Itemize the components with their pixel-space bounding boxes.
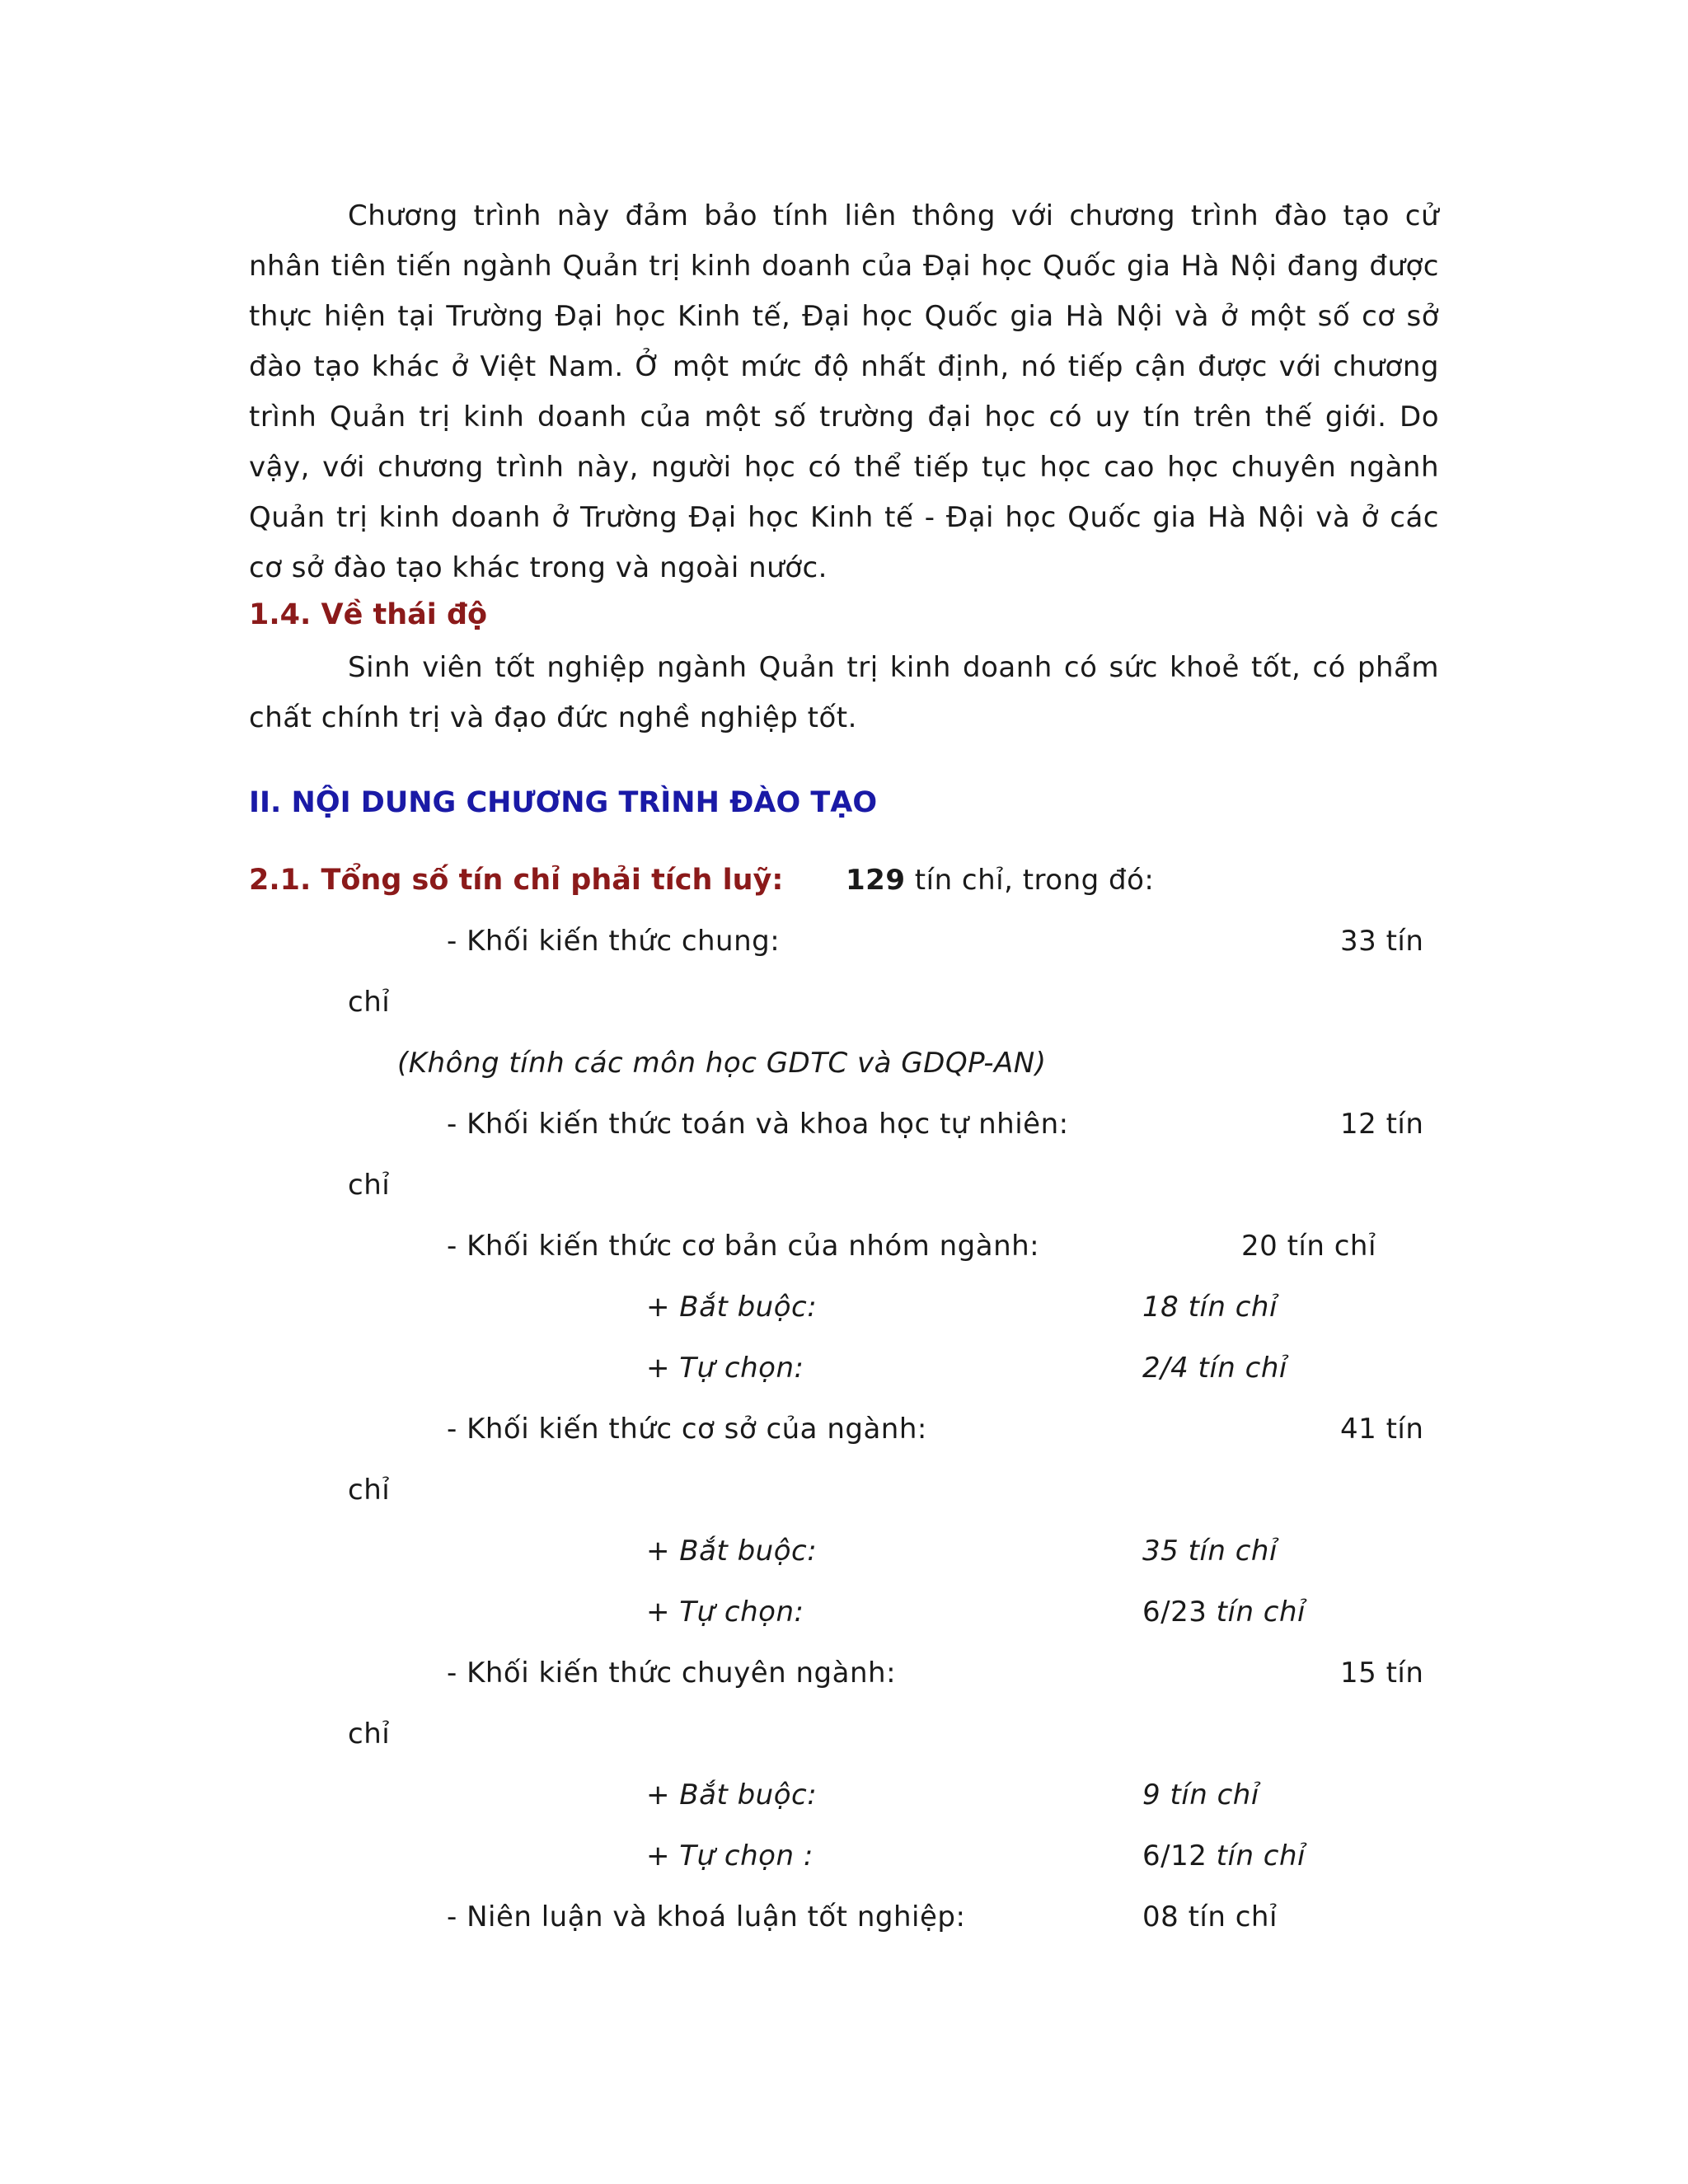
- section-2-heading: II. NỘI DUNG CHƯƠNG TRÌNH ĐÀO TẠO: [249, 786, 878, 819]
- total-credits: [846, 864, 1154, 897]
- major-base-required-label: + Bắt buộc:: [646, 1535, 818, 1568]
- major-base-required-value: 35 tín chỉ: [1142, 1535, 1278, 1568]
- section-1-4-heading: 1.4. Về thái độ: [249, 598, 488, 631]
- specialized-wrap: chỉ: [348, 1718, 391, 1750]
- math-science-wrap: chỉ: [348, 1169, 391, 1202]
- thesis-label: - Niên luận và khoá luận tốt nghiệp:: [447, 1900, 966, 1933]
- total-credits-value: 129: [846, 864, 906, 897]
- general-wrap: chỉ: [348, 986, 391, 1019]
- intro-paragraph: [249, 191, 1439, 593]
- group-basic-required-value: 18 tín chỉ: [1142, 1291, 1278, 1324]
- section-2-1-heading: 2.1. Tổng số tín chỉ phải tích luỹ:: [249, 864, 784, 897]
- section-1-4-paragraph: [249, 643, 1439, 743]
- math-science-value: 12 tín: [1340, 1108, 1424, 1141]
- total-credits-suffix: tín chỉ, trong đó:: [905, 864, 1155, 897]
- intro-text: Chương trình này đảm bảo tính liên thông với chương trình đào tạo cử nhân tiên tiến ngành Quản trị kinh doanh của Đại học Quốc gia Hà Nội đang được thực hiện tại Trường Đại học Kinh tế, Đại học Quốc gia Hà Nội và ở một số cơ sở đào tạo khác ở Việt Nam. Ở một mức độ nhất định, nó tiếp cận được với chương trình Quản trị kinh doanh của một số trường đại học có uy tín trên thế giới. Do vậy, với chương trình này, người học có thể tiếp tục học cao học chuyên ngành Quản trị kinh doanh ở Trường Đại học Kinh tế - Đại học Quốc gia Hà Nội và ở các cơ sở đào tạo khác trong và ngoài nước.: [249, 199, 1439, 584]
- group-basic-elective-value: 2/4 tín chỉ: [1142, 1352, 1287, 1385]
- major-base-value: 41 tín: [1340, 1413, 1424, 1446]
- major-base-elective-num: 6/23: [1142, 1596, 1207, 1629]
- specialized-label: - Khối kiến thức chuyên ngành:: [447, 1657, 897, 1690]
- specialized-elective-value: [1142, 1840, 1306, 1872]
- specialized-required-value: 9 tín chỉ: [1142, 1779, 1259, 1811]
- specialized-value: 15 tín: [1340, 1657, 1424, 1690]
- group-basic-value: 20 tín chỉ: [1241, 1230, 1376, 1263]
- group-basic-required-label: + Bắt buộc:: [646, 1291, 818, 1324]
- thesis-value: 08 tín chỉ: [1142, 1900, 1278, 1933]
- specialized-elective-num: 6/12: [1142, 1840, 1207, 1872]
- major-base-label: - Khối kiến thức cơ sở của ngành:: [447, 1413, 927, 1446]
- specialized-required-label: + Bắt buộc:: [646, 1779, 818, 1811]
- group-basic-elective-label: + Tự chọn:: [646, 1352, 804, 1385]
- specialized-elective-label: + Tự chọn :: [646, 1840, 814, 1872]
- major-base-wrap: chỉ: [348, 1474, 391, 1507]
- group-basic-label: - Khối kiến thức cơ bản của nhóm ngành:: [447, 1230, 1040, 1263]
- math-science-label: - Khối kiến thức toán và khoa học tự nhiên:: [447, 1108, 1069, 1141]
- major-base-elective-value: [1142, 1596, 1306, 1629]
- major-base-elective-unit: tín chỉ: [1216, 1596, 1306, 1629]
- general-note: (Không tính các môn học GDTC và GDQP-AN): [397, 1047, 1047, 1080]
- specialized-elective-unit: tín chỉ: [1216, 1840, 1306, 1872]
- general-value: 33 tín: [1340, 925, 1424, 958]
- section-1-4-text: Sinh viên tốt nghiệp ngành Quản trị kinh doanh có sức khoẻ tốt, có phẩm chất chính trị và đạo đức nghề nghiệp tốt.: [249, 651, 1439, 734]
- major-base-elective-label: + Tự chọn:: [646, 1596, 804, 1629]
- general-label: - Khối kiến thức chung:: [447, 925, 781, 958]
